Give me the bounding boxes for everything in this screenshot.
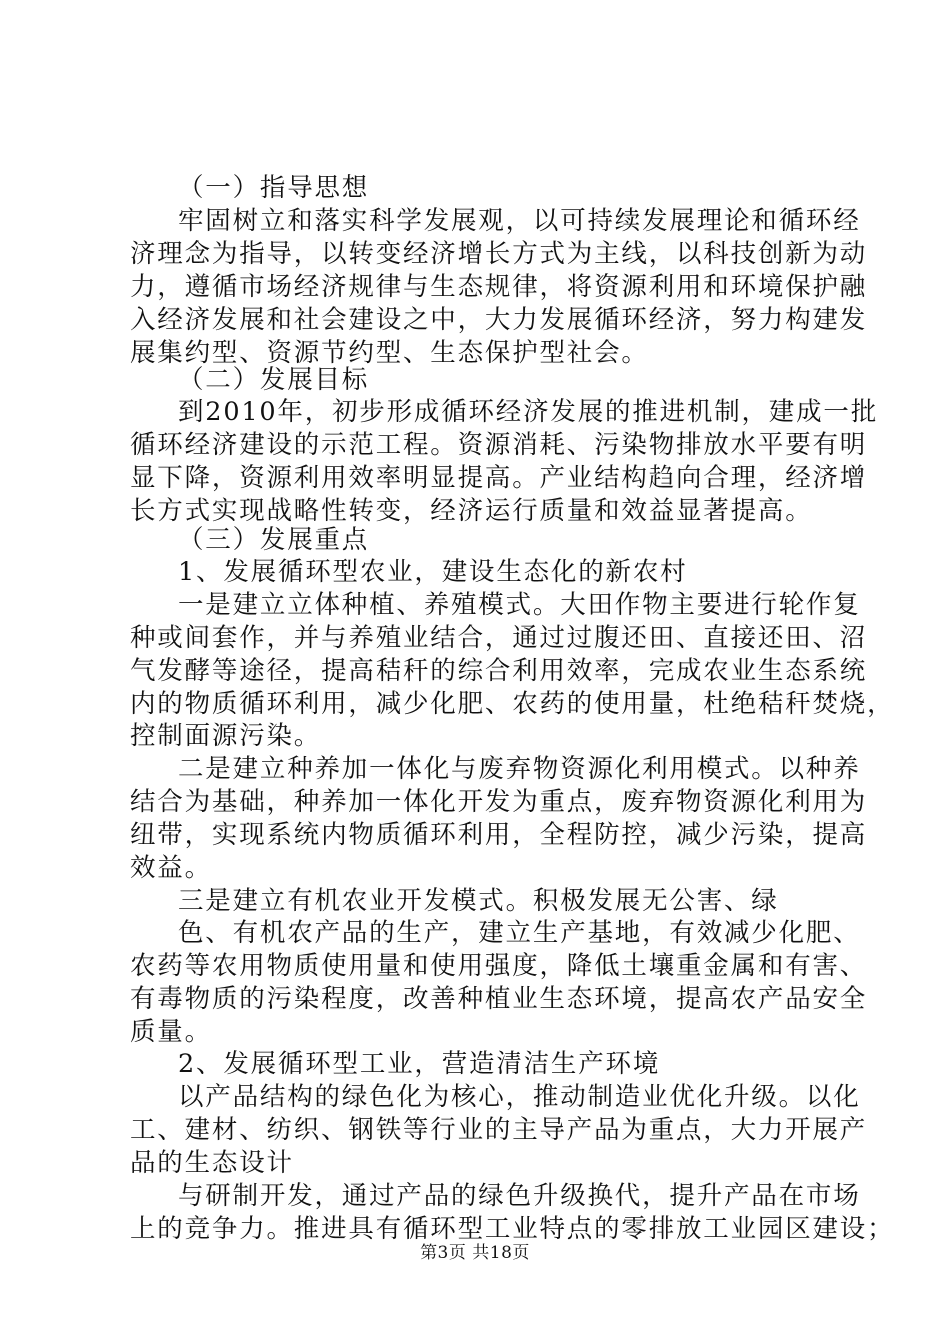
- text-line: 结合为基础，种养加一体化开发为重点，废弃物资源化利用为: [130, 787, 868, 817]
- text-line: 三是建立有机农业开发模式。积极发展无公害、绿: [178, 886, 779, 916]
- text-line: 控制面源污染。: [130, 721, 322, 751]
- text-line: 色、有机农产品的生产，建立生产基地，有效减少化肥、: [178, 918, 861, 948]
- text-line: 展集约型、资源节约型、生态保护型社会。: [130, 338, 649, 368]
- text-line: 力，遵循市场经济规律与生态规律，将资源利用和环境保护融: [130, 272, 868, 302]
- text-line: 济理念为指导，以转变经济增长方式为主线，以科技创新为动: [130, 239, 868, 269]
- text-line: 一是建立立体种植、养殖模式。大田作物主要进行轮作复: [178, 590, 861, 620]
- text-line: 纽带，实现系统内物质循环利用，全程防控，减少污染，提高: [130, 820, 868, 850]
- text-line: 工、建材、纺织、钢铁等行业的主导产品为重点，大力开展产: [130, 1115, 868, 1145]
- text-line: 有毒物质的污染程度，改善种植业生态环境，提高农产品安全: [130, 984, 868, 1014]
- subheading-circular-agriculture: 1、发展循环型农业，建设生态化的新农村: [178, 557, 688, 587]
- text-line: 气发酵等途径，提高秸秆的综合利用效率，完成农业生态系统: [130, 656, 868, 686]
- text-line: 品的生态设计: [130, 1148, 294, 1178]
- text-line: 上的竞争力。推进具有循环型工业特点的零排放工业园区建设；: [130, 1214, 895, 1244]
- heading-development-priorities: （三）发展重点: [178, 525, 370, 555]
- text-line: 种或间套作，并与养殖业结合，通过过腹还田、直接还田、沼: [130, 623, 868, 653]
- text-line: 质量。: [130, 1017, 212, 1047]
- text-line: 到2010年，初步形成循环经济发展的推进机制，建成一批: [178, 397, 878, 427]
- text-line: 牢固树立和落实科学发展观，以可持续发展理论和循环经: [178, 206, 861, 236]
- text-line: 二是建立种养加一体化与废弃物资源化利用模式。以种养: [178, 754, 861, 784]
- heading-development-goals: （二）发展目标: [178, 365, 370, 395]
- text-line: 与研制开发，通过产品的绿色升级换代，提升产品在市场: [178, 1181, 861, 1211]
- heading-guiding-ideology: （一）指导思想: [178, 173, 370, 203]
- subheading-circular-industry: 2、发展循环型工业，营造清洁生产环境: [178, 1049, 661, 1079]
- text-line: 农药等农用物质使用量和使用强度，降低土壤重金属和有害、: [130, 951, 868, 981]
- text-line: 显下降，资源利用效率明显提高。产业结构趋向合理，经济增: [130, 463, 868, 493]
- text-line: 以产品结构的绿色化为核心，推动制造业优化升级。以化: [178, 1082, 861, 1112]
- page-number-footer: 第3页 共18页: [420, 1243, 530, 1263]
- text-line: 效益。: [130, 853, 212, 883]
- text-line: 入经济发展和社会建设之中，大力发展循环经济，努力构建发: [130, 305, 868, 335]
- text-line: 长方式实现战略性转变，经济运行质量和效益显著提高。: [130, 496, 813, 526]
- text-line: 内的物质循环利用，减少化肥、农药的使用量，杜绝秸秆焚烧，: [130, 689, 895, 719]
- text-line: 循环经济建设的示范工程。资源消耗、污染物排放水平要有明: [130, 430, 868, 460]
